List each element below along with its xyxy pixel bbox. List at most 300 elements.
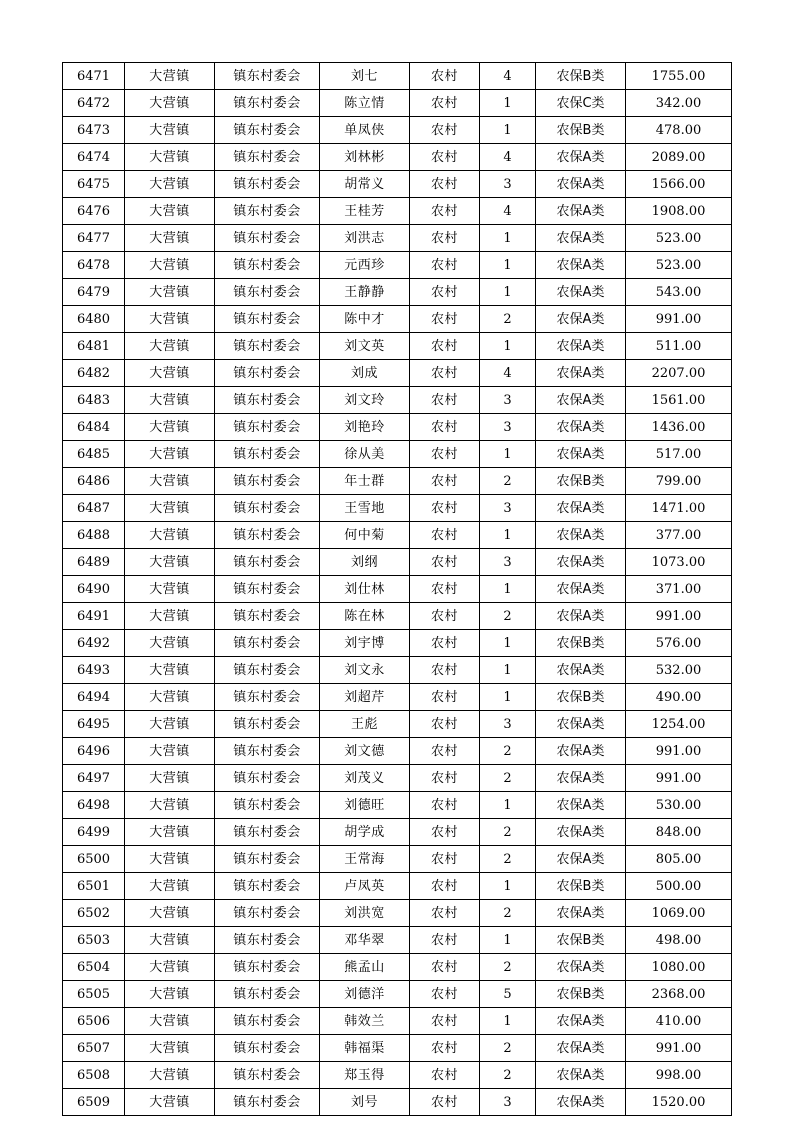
- cell-name: 刘纲: [320, 549, 410, 576]
- cell-household-type: 农村: [410, 198, 480, 225]
- cell-amount: 998.00: [626, 1062, 732, 1089]
- cell-household-type: 农村: [410, 549, 480, 576]
- cell-town: 大营镇: [125, 1008, 215, 1035]
- table-row: [63, 441, 732, 468]
- cell-name: 刘文德: [320, 738, 410, 765]
- table-row: [63, 279, 732, 306]
- cell-household-type: 农村: [410, 819, 480, 846]
- cell-village: 镇东村委会: [215, 225, 320, 252]
- cell-town: 大营镇: [125, 873, 215, 900]
- cell-village: 镇东村委会: [215, 414, 320, 441]
- cell-town: 大营镇: [125, 765, 215, 792]
- cell-amount: 799.00: [626, 468, 732, 495]
- cell-town: 大营镇: [125, 711, 215, 738]
- cell-name: 邓华翠: [320, 927, 410, 954]
- cell-town: 大营镇: [125, 252, 215, 279]
- cell-category: 农保A类: [536, 954, 626, 981]
- cell-household-type: 农村: [410, 306, 480, 333]
- cell-household-type: 农村: [410, 387, 480, 414]
- cell-category: 农保A类: [536, 279, 626, 306]
- cell-person-count: 3: [480, 387, 536, 414]
- cell-household-type: 农村: [410, 792, 480, 819]
- table-row: [63, 738, 732, 765]
- cell-household-type: 农村: [410, 927, 480, 954]
- cell-town: 大营镇: [125, 630, 215, 657]
- cell-name: 刘号: [320, 1089, 410, 1116]
- cell-household-type: 农村: [410, 414, 480, 441]
- cell-category: 农保A类: [536, 306, 626, 333]
- cell-name: 韩福渠: [320, 1035, 410, 1062]
- cell-id: 6491: [63, 603, 125, 630]
- cell-person-count: 3: [480, 414, 536, 441]
- cell-id: 6502: [63, 900, 125, 927]
- cell-category: 农保A类: [536, 1035, 626, 1062]
- table-row: [63, 198, 732, 225]
- cell-town: 大营镇: [125, 171, 215, 198]
- cell-amount: 1908.00: [626, 198, 732, 225]
- cell-amount: 517.00: [626, 441, 732, 468]
- cell-name: 王彪: [320, 711, 410, 738]
- cell-household-type: 农村: [410, 495, 480, 522]
- cell-household-type: 农村: [410, 333, 480, 360]
- cell-name: 刘洪宽: [320, 900, 410, 927]
- cell-amount: 1561.00: [626, 387, 732, 414]
- cell-id: 6486: [63, 468, 125, 495]
- cell-person-count: 3: [480, 171, 536, 198]
- table-row: [63, 414, 732, 441]
- cell-name: 刘仕林: [320, 576, 410, 603]
- cell-town: 大营镇: [125, 279, 215, 306]
- cell-household-type: 农村: [410, 252, 480, 279]
- cell-village: 镇东村委会: [215, 198, 320, 225]
- cell-town: 大营镇: [125, 819, 215, 846]
- cell-category: 农保B类: [536, 981, 626, 1008]
- table-row: [63, 873, 732, 900]
- cell-household-type: 农村: [410, 846, 480, 873]
- cell-village: 镇东村委会: [215, 981, 320, 1008]
- cell-household-type: 农村: [410, 711, 480, 738]
- cell-village: 镇东村委会: [215, 1008, 320, 1035]
- cell-village: 镇东村委会: [215, 954, 320, 981]
- cell-amount: 1471.00: [626, 495, 732, 522]
- cell-village: 镇东村委会: [215, 603, 320, 630]
- cell-village: 镇东村委会: [215, 846, 320, 873]
- cell-village: 镇东村委会: [215, 144, 320, 171]
- cell-id: 6495: [63, 711, 125, 738]
- table-row: [63, 90, 732, 117]
- table-row: [63, 144, 732, 171]
- cell-id: 6503: [63, 927, 125, 954]
- cell-category: 农保B类: [536, 630, 626, 657]
- cell-person-count: 5: [480, 981, 536, 1008]
- cell-town: 大营镇: [125, 684, 215, 711]
- cell-category: 农保B类: [536, 117, 626, 144]
- cell-person-count: 1: [480, 333, 536, 360]
- cell-category: 农保A类: [536, 657, 626, 684]
- cell-category: 农保A类: [536, 576, 626, 603]
- cell-person-count: 1: [480, 117, 536, 144]
- cell-category: 农保A类: [536, 198, 626, 225]
- table-row: [63, 657, 732, 684]
- table-row: [63, 495, 732, 522]
- table-body: [63, 63, 732, 1116]
- cell-person-count: 4: [480, 198, 536, 225]
- cell-id: 6483: [63, 387, 125, 414]
- cell-household-type: 农村: [410, 1089, 480, 1116]
- cell-town: 大营镇: [125, 144, 215, 171]
- cell-person-count: 2: [480, 819, 536, 846]
- cell-town: 大营镇: [125, 927, 215, 954]
- cell-amount: 490.00: [626, 684, 732, 711]
- cell-category: 农保A类: [536, 900, 626, 927]
- table-row: [63, 819, 732, 846]
- cell-household-type: 农村: [410, 981, 480, 1008]
- cell-person-count: 2: [480, 306, 536, 333]
- cell-id: 6479: [63, 279, 125, 306]
- cell-person-count: 1: [480, 1008, 536, 1035]
- cell-category: 农保A类: [536, 441, 626, 468]
- cell-amount: 500.00: [626, 873, 732, 900]
- cell-household-type: 农村: [410, 117, 480, 144]
- cell-id: 6475: [63, 171, 125, 198]
- cell-person-count: 1: [480, 873, 536, 900]
- cell-person-count: 2: [480, 468, 536, 495]
- cell-amount: 1566.00: [626, 171, 732, 198]
- cell-amount: 371.00: [626, 576, 732, 603]
- cell-person-count: 1: [480, 522, 536, 549]
- cell-category: 农保A类: [536, 549, 626, 576]
- cell-name: 胡常义: [320, 171, 410, 198]
- cell-amount: 1254.00: [626, 711, 732, 738]
- cell-category: 农保A类: [536, 792, 626, 819]
- cell-town: 大营镇: [125, 738, 215, 765]
- cell-amount: 1080.00: [626, 954, 732, 981]
- cell-name: 刘艳玲: [320, 414, 410, 441]
- cell-name: 王常海: [320, 846, 410, 873]
- cell-town: 大营镇: [125, 981, 215, 1008]
- cell-person-count: 2: [480, 603, 536, 630]
- cell-id: 6500: [63, 846, 125, 873]
- cell-name: 陈立情: [320, 90, 410, 117]
- cell-id: 6471: [63, 63, 125, 90]
- table-row: [63, 1062, 732, 1089]
- cell-amount: 410.00: [626, 1008, 732, 1035]
- cell-village: 镇东村委会: [215, 576, 320, 603]
- cell-person-count: 1: [480, 441, 536, 468]
- cell-id: 6509: [63, 1089, 125, 1116]
- cell-category: 农保A类: [536, 846, 626, 873]
- cell-village: 镇东村委会: [215, 117, 320, 144]
- cell-household-type: 农村: [410, 1035, 480, 1062]
- cell-category: 农保C类: [536, 90, 626, 117]
- cell-name: 刘文永: [320, 657, 410, 684]
- cell-town: 大营镇: [125, 1062, 215, 1089]
- cell-id: 6485: [63, 441, 125, 468]
- cell-amount: 1073.00: [626, 549, 732, 576]
- table-row: [63, 117, 732, 144]
- cell-category: 农保A类: [536, 522, 626, 549]
- cell-village: 镇东村委会: [215, 333, 320, 360]
- cell-person-count: 1: [480, 927, 536, 954]
- cell-category: 农保A类: [536, 414, 626, 441]
- cell-id: 6488: [63, 522, 125, 549]
- cell-household-type: 农村: [410, 1062, 480, 1089]
- cell-person-count: 2: [480, 738, 536, 765]
- cell-village: 镇东村委会: [215, 387, 320, 414]
- cell-id: 6506: [63, 1008, 125, 1035]
- cell-town: 大营镇: [125, 63, 215, 90]
- cell-person-count: 1: [480, 792, 536, 819]
- cell-person-count: 3: [480, 549, 536, 576]
- table-row: [63, 387, 732, 414]
- cell-town: 大营镇: [125, 522, 215, 549]
- cell-town: 大营镇: [125, 603, 215, 630]
- cell-person-count: 2: [480, 900, 536, 927]
- cell-household-type: 农村: [410, 657, 480, 684]
- cell-town: 大营镇: [125, 1035, 215, 1062]
- cell-household-type: 农村: [410, 360, 480, 387]
- cell-category: 农保A类: [536, 738, 626, 765]
- cell-village: 镇东村委会: [215, 279, 320, 306]
- cell-category: 农保A类: [536, 765, 626, 792]
- table-row: [63, 900, 732, 927]
- cell-category: 农保B类: [536, 927, 626, 954]
- cell-name: 元西珍: [320, 252, 410, 279]
- cell-name: 陈中才: [320, 306, 410, 333]
- cell-amount: 342.00: [626, 90, 732, 117]
- cell-village: 镇东村委会: [215, 1089, 320, 1116]
- cell-id: 6490: [63, 576, 125, 603]
- cell-town: 大营镇: [125, 117, 215, 144]
- cell-person-count: 2: [480, 954, 536, 981]
- cell-amount: 543.00: [626, 279, 732, 306]
- cell-town: 大营镇: [125, 576, 215, 603]
- cell-village: 镇东村委会: [215, 522, 320, 549]
- cell-name: 王雪地: [320, 495, 410, 522]
- cell-village: 镇东村委会: [215, 360, 320, 387]
- cell-amount: 848.00: [626, 819, 732, 846]
- cell-category: 农保A类: [536, 171, 626, 198]
- cell-category: 农保A类: [536, 252, 626, 279]
- cell-amount: 1069.00: [626, 900, 732, 927]
- cell-person-count: 1: [480, 657, 536, 684]
- cell-household-type: 农村: [410, 144, 480, 171]
- cell-name: 徐从美: [320, 441, 410, 468]
- table-row: [63, 765, 732, 792]
- cell-village: 镇东村委会: [215, 90, 320, 117]
- cell-person-count: 3: [480, 495, 536, 522]
- cell-town: 大营镇: [125, 306, 215, 333]
- cell-household-type: 农村: [410, 954, 480, 981]
- cell-category: 农保A类: [536, 225, 626, 252]
- cell-id: 6484: [63, 414, 125, 441]
- cell-name: 王静静: [320, 279, 410, 306]
- cell-category: 农保B类: [536, 468, 626, 495]
- cell-amount: 2207.00: [626, 360, 732, 387]
- cell-village: 镇东村委会: [215, 711, 320, 738]
- cell-person-count: 2: [480, 765, 536, 792]
- table-row: [63, 549, 732, 576]
- cell-id: 6507: [63, 1035, 125, 1062]
- cell-id: 6501: [63, 873, 125, 900]
- cell-category: 农保A类: [536, 1089, 626, 1116]
- table-row: [63, 1008, 732, 1035]
- table-row: [63, 630, 732, 657]
- cell-id: 6482: [63, 360, 125, 387]
- cell-person-count: 1: [480, 225, 536, 252]
- cell-amount: 991.00: [626, 738, 732, 765]
- table-row: [63, 981, 732, 1008]
- cell-person-count: 4: [480, 63, 536, 90]
- cell-town: 大营镇: [125, 387, 215, 414]
- cell-town: 大营镇: [125, 549, 215, 576]
- cell-amount: 991.00: [626, 603, 732, 630]
- cell-town: 大营镇: [125, 198, 215, 225]
- table-row: [63, 576, 732, 603]
- cell-category: 农保A类: [536, 360, 626, 387]
- cell-category: 农保A类: [536, 144, 626, 171]
- cell-id: 6493: [63, 657, 125, 684]
- cell-town: 大营镇: [125, 360, 215, 387]
- cell-category: 农保A类: [536, 603, 626, 630]
- cell-category: 农保A类: [536, 1008, 626, 1035]
- cell-amount: 377.00: [626, 522, 732, 549]
- cell-id: 6472: [63, 90, 125, 117]
- cell-name: 陈在林: [320, 603, 410, 630]
- cell-name: 熊孟山: [320, 954, 410, 981]
- table-row: [63, 171, 732, 198]
- cell-village: 镇东村委会: [215, 252, 320, 279]
- cell-town: 大营镇: [125, 495, 215, 522]
- cell-village: 镇东村委会: [215, 873, 320, 900]
- cell-person-count: 1: [480, 90, 536, 117]
- cell-amount: 1755.00: [626, 63, 732, 90]
- cell-town: 大营镇: [125, 846, 215, 873]
- cell-id: 6473: [63, 117, 125, 144]
- cell-name: 刘林彬: [320, 144, 410, 171]
- table-row: [63, 360, 732, 387]
- cell-person-count: 1: [480, 252, 536, 279]
- table-row: [63, 792, 732, 819]
- cell-town: 大营镇: [125, 792, 215, 819]
- cell-household-type: 农村: [410, 738, 480, 765]
- table-row: [63, 846, 732, 873]
- cell-household-type: 农村: [410, 225, 480, 252]
- cell-name: 年士群: [320, 468, 410, 495]
- cell-person-count: 1: [480, 279, 536, 306]
- cell-name: 刘文英: [320, 333, 410, 360]
- cell-category: 农保A类: [536, 819, 626, 846]
- cell-village: 镇东村委会: [215, 468, 320, 495]
- cell-id: 6477: [63, 225, 125, 252]
- cell-id: 6505: [63, 981, 125, 1008]
- table-row: [63, 684, 732, 711]
- table-row: [63, 333, 732, 360]
- cell-amount: 576.00: [626, 630, 732, 657]
- cell-person-count: 4: [480, 360, 536, 387]
- cell-id: 6498: [63, 792, 125, 819]
- cell-household-type: 农村: [410, 63, 480, 90]
- cell-name: 刘茂义: [320, 765, 410, 792]
- cell-village: 镇东村委会: [215, 819, 320, 846]
- cell-amount: 991.00: [626, 765, 732, 792]
- cell-name: 刘文玲: [320, 387, 410, 414]
- cell-id: 6504: [63, 954, 125, 981]
- cell-category: 农保A类: [536, 711, 626, 738]
- cell-amount: 532.00: [626, 657, 732, 684]
- cell-id: 6492: [63, 630, 125, 657]
- cell-person-count: 1: [480, 576, 536, 603]
- cell-id: 6499: [63, 819, 125, 846]
- cell-town: 大营镇: [125, 954, 215, 981]
- cell-town: 大营镇: [125, 441, 215, 468]
- cell-household-type: 农村: [410, 873, 480, 900]
- table-row: [63, 522, 732, 549]
- cell-town: 大营镇: [125, 333, 215, 360]
- cell-id: 6494: [63, 684, 125, 711]
- cell-name: 卢凤英: [320, 873, 410, 900]
- cell-name: 单凤侠: [320, 117, 410, 144]
- cell-amount: 523.00: [626, 225, 732, 252]
- cell-id: 6489: [63, 549, 125, 576]
- table-row: [63, 225, 732, 252]
- cell-village: 镇东村委会: [215, 765, 320, 792]
- cell-amount: 478.00: [626, 117, 732, 144]
- cell-village: 镇东村委会: [215, 684, 320, 711]
- cell-person-count: 2: [480, 1035, 536, 1062]
- cell-id: 6481: [63, 333, 125, 360]
- cell-amount: 1520.00: [626, 1089, 732, 1116]
- cell-amount: 1436.00: [626, 414, 732, 441]
- cell-amount: 530.00: [626, 792, 732, 819]
- cell-name: 胡学成: [320, 819, 410, 846]
- cell-name: 刘德洋: [320, 981, 410, 1008]
- cell-household-type: 农村: [410, 441, 480, 468]
- cell-id: 6508: [63, 1062, 125, 1089]
- cell-person-count: 3: [480, 711, 536, 738]
- cell-id: 6476: [63, 198, 125, 225]
- table-row: [63, 63, 732, 90]
- cell-amount: 523.00: [626, 252, 732, 279]
- table-row: [63, 252, 732, 279]
- table-row: [63, 711, 732, 738]
- cell-household-type: 农村: [410, 630, 480, 657]
- cell-person-count: 3: [480, 1089, 536, 1116]
- cell-village: 镇东村委会: [215, 630, 320, 657]
- cell-name: 何中菊: [320, 522, 410, 549]
- cell-village: 镇东村委会: [215, 900, 320, 927]
- cell-amount: 991.00: [626, 1035, 732, 1062]
- table-row: [63, 603, 732, 630]
- cell-village: 镇东村委会: [215, 657, 320, 684]
- cell-household-type: 农村: [410, 171, 480, 198]
- cell-id: 6487: [63, 495, 125, 522]
- cell-amount: 2368.00: [626, 981, 732, 1008]
- cell-village: 镇东村委会: [215, 792, 320, 819]
- cell-id: 6497: [63, 765, 125, 792]
- cell-village: 镇东村委会: [215, 495, 320, 522]
- cell-category: 农保A类: [536, 333, 626, 360]
- subsidy-table: [62, 62, 732, 1116]
- cell-category: 农保B类: [536, 684, 626, 711]
- cell-name: 刘成: [320, 360, 410, 387]
- cell-id: 6496: [63, 738, 125, 765]
- cell-id: 6478: [63, 252, 125, 279]
- cell-amount: 805.00: [626, 846, 732, 873]
- cell-name: 刘德旺: [320, 792, 410, 819]
- cell-town: 大营镇: [125, 900, 215, 927]
- cell-village: 镇东村委会: [215, 171, 320, 198]
